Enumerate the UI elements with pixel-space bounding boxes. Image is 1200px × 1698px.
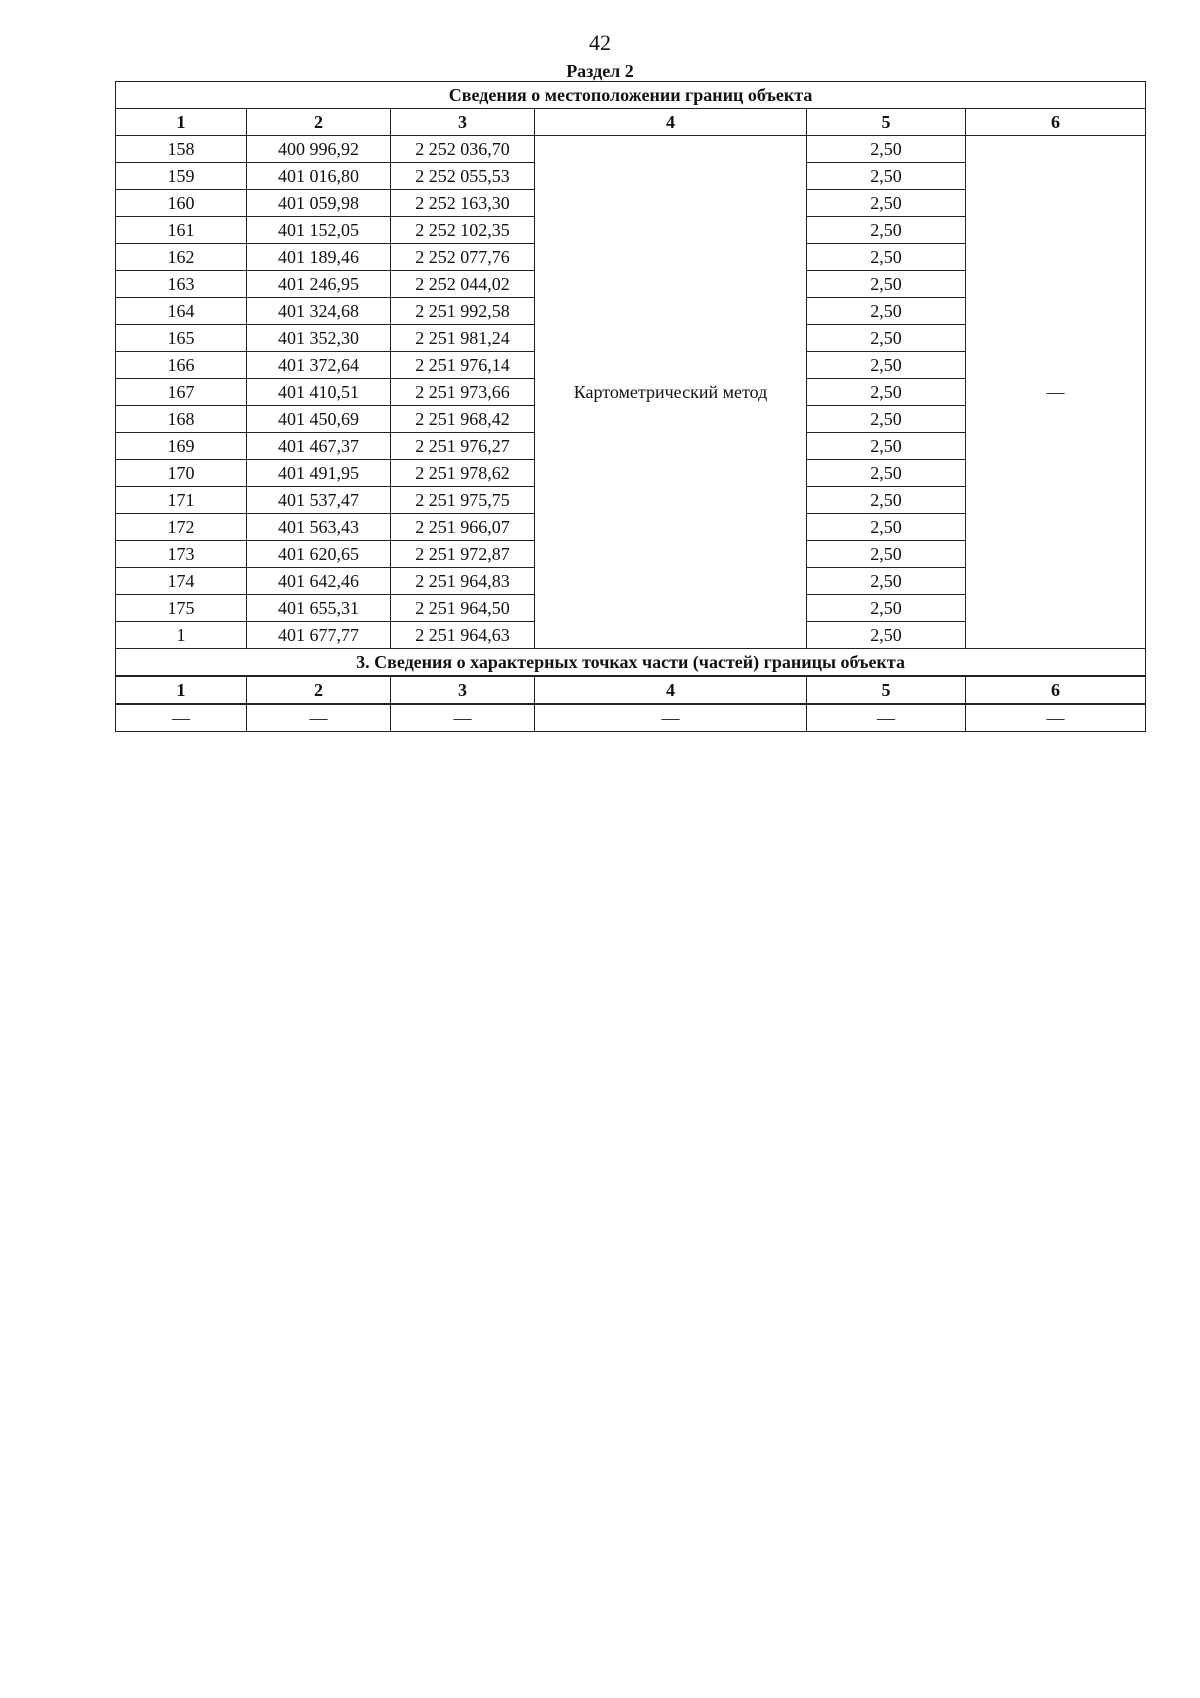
point-number-cell: 172 [116, 514, 247, 541]
coord-y-cell: 2 251 976,14 [391, 352, 535, 379]
coord-y-cell: 2 252 077,76 [391, 244, 535, 271]
table1-row [116, 136, 1146, 163]
coord-x-cell: 401 537,47 [247, 487, 391, 514]
coord-y-cell: 2 251 964,50 [391, 595, 535, 622]
table2-cell: — [116, 704, 247, 732]
accuracy-cell: 2,50 [807, 568, 966, 595]
table2-header-cell: 5 [807, 676, 966, 704]
coord-y-cell: 2 251 976,27 [391, 433, 535, 460]
accuracy-cell: 2,50 [807, 244, 966, 271]
accuracy-cell: 2,50 [807, 514, 966, 541]
table1-header-cell: 3 [391, 109, 535, 136]
point-number-cell: 163 [116, 271, 247, 298]
table2-header-cell: 3 [391, 676, 535, 704]
boundary-table [115, 81, 1146, 732]
point-number-cell: 160 [116, 190, 247, 217]
point-number-cell: 166 [116, 352, 247, 379]
table2-row [116, 704, 1146, 732]
coord-x-cell: 401 467,37 [247, 433, 391, 460]
point-number-cell: 1 [116, 622, 247, 649]
point-number-cell: 162 [116, 244, 247, 271]
accuracy-cell: 2,50 [807, 352, 966, 379]
coord-x-cell: 401 246,95 [247, 271, 391, 298]
accuracy-cell: 2,50 [807, 595, 966, 622]
coord-y-cell: 2 251 966,07 [391, 514, 535, 541]
table2-cell: — [535, 704, 807, 732]
coord-x-cell: 401 410,51 [247, 379, 391, 406]
coord-x-cell: 401 372,64 [247, 352, 391, 379]
accuracy-cell: 2,50 [807, 487, 966, 514]
table1-header-cell: 5 [807, 109, 966, 136]
table1-header-cell: 4 [535, 109, 807, 136]
coord-y-cell: 2 251 968,42 [391, 406, 535, 433]
coord-x-cell: 401 677,77 [247, 622, 391, 649]
accuracy-cell: 2,50 [807, 271, 966, 298]
coord-y-cell: 2 251 964,83 [391, 568, 535, 595]
point-number-cell: 165 [116, 325, 247, 352]
coord-x-cell: 401 189,46 [247, 244, 391, 271]
coord-x-cell: 401 352,30 [247, 325, 391, 352]
section-title: Раздел 2 [566, 61, 634, 81]
table2-cell: — [247, 704, 391, 732]
coord-x-cell: 401 324,68 [247, 298, 391, 325]
point-number-cell: 158 [116, 136, 247, 163]
coord-x-cell: 401 655,31 [247, 595, 391, 622]
table1-header-row [116, 109, 1146, 136]
table2-cell: — [391, 704, 535, 732]
accuracy-cell: 2,50 [807, 622, 966, 649]
coord-y-cell: 2 251 992,58 [391, 298, 535, 325]
accuracy-cell: 2,50 [807, 217, 966, 244]
table2-title: 3. Сведения о характерных точках части (частей) границы объекта [116, 649, 1146, 677]
point-number-cell: 175 [116, 595, 247, 622]
coord-y-cell: 2 252 036,70 [391, 136, 535, 163]
point-number-cell: 171 [116, 487, 247, 514]
table2-cell: — [807, 704, 966, 732]
coord-y-cell: 2 251 978,62 [391, 460, 535, 487]
coord-y-cell: 2 251 981,24 [391, 325, 535, 352]
table1-title: Сведения о местоположении границ объекта [116, 82, 1146, 109]
coord-y-cell: 2 252 044,02 [391, 271, 535, 298]
accuracy-cell: 2,50 [807, 136, 966, 163]
coord-x-cell: 401 152,05 [247, 217, 391, 244]
point-number-cell: 167 [116, 379, 247, 406]
accuracy-cell: 2,50 [807, 460, 966, 487]
point-number-cell: 168 [116, 406, 247, 433]
accuracy-cell: 2,50 [807, 163, 966, 190]
page-number: 42 [589, 30, 611, 55]
table1-header-cell: 1 [116, 109, 247, 136]
coord-y-cell: 2 251 973,66 [391, 379, 535, 406]
coord-x-cell: 401 620,65 [247, 541, 391, 568]
table2-header-cell: 4 [535, 676, 807, 704]
table1-header-cell: 2 [247, 109, 391, 136]
coord-y-cell: 2 252 163,30 [391, 190, 535, 217]
point-number-cell: 174 [116, 568, 247, 595]
table2-header-cell: 6 [966, 676, 1146, 704]
point-number-cell: 173 [116, 541, 247, 568]
accuracy-cell: 2,50 [807, 325, 966, 352]
coord-x-cell: 401 642,46 [247, 568, 391, 595]
method-cell: Картометрический метод [535, 136, 807, 649]
coord-x-cell: 401 563,43 [247, 514, 391, 541]
coord-x-cell: 401 059,98 [247, 190, 391, 217]
table2-cell: — [966, 704, 1146, 732]
coord-x-cell: 401 450,69 [247, 406, 391, 433]
coord-y-cell: 2 252 102,35 [391, 217, 535, 244]
table2-header-cell: 1 [116, 676, 247, 704]
accuracy-cell: 2,50 [807, 298, 966, 325]
point-number-cell: 159 [116, 163, 247, 190]
point-number-cell: 170 [116, 460, 247, 487]
table1-header-cell: 6 [966, 109, 1146, 136]
table2-header-row [116, 676, 1146, 704]
coord-y-cell: 2 251 975,75 [391, 487, 535, 514]
coord-y-cell: 2 251 972,87 [391, 541, 535, 568]
accuracy-cell: 2,50 [807, 190, 966, 217]
accuracy-cell: 2,50 [807, 379, 966, 406]
description-cell: — [966, 136, 1146, 649]
table2-header-cell: 2 [247, 676, 391, 704]
accuracy-cell: 2,50 [807, 541, 966, 568]
coord-y-cell: 2 252 055,53 [391, 163, 535, 190]
point-number-cell: 169 [116, 433, 247, 460]
coord-x-cell: 401 491,95 [247, 460, 391, 487]
coord-x-cell: 400 996,92 [247, 136, 391, 163]
accuracy-cell: 2,50 [807, 406, 966, 433]
point-number-cell: 164 [116, 298, 247, 325]
coord-y-cell: 2 251 964,63 [391, 622, 535, 649]
point-number-cell: 161 [116, 217, 247, 244]
accuracy-cell: 2,50 [807, 433, 966, 460]
coord-x-cell: 401 016,80 [247, 163, 391, 190]
